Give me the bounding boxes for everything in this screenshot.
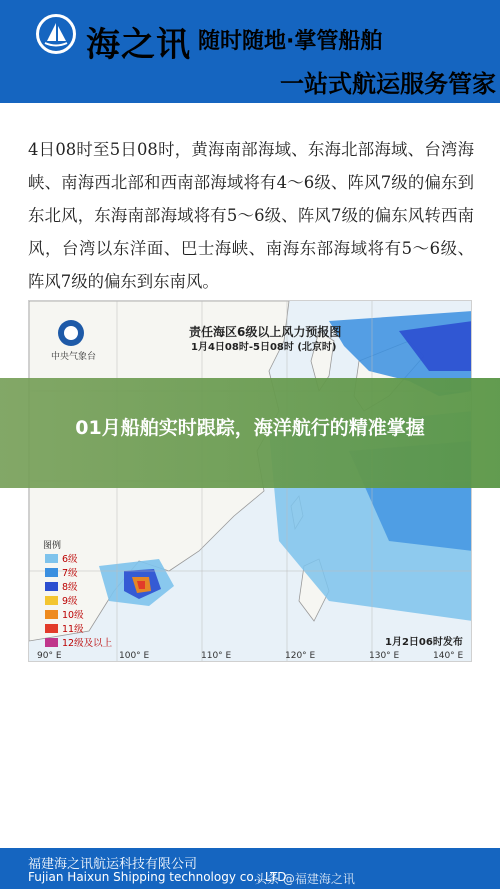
legend-swatch [45,554,58,563]
longitude-label: 90° E [37,651,62,661]
brand-name: 海之讯 [86,25,191,65]
header-slogan: 随时随地·掌管船舶 [198,29,383,54]
agency-name: 中央气象台 [51,352,97,362]
company-name-cn: 福建海之讯航运科技有限公司 [28,857,198,872]
sailboat-logo-icon [36,14,76,54]
watermark-text: 头条 @福建海之讯 [255,872,355,886]
legend-item [45,607,84,621]
legend-label: 7级 [62,568,78,579]
longitude-label: 100° E [119,651,150,661]
map-subtitle: 1月4日08时-5日08时 (北京时) [191,342,337,353]
legend-swatch [45,568,58,577]
longitude-label: 120° E [285,651,316,661]
article-title[interactable]: 01月船舶实时跟踪，海洋航行的精准掌握 [75,417,425,439]
legend-item [45,565,78,579]
longitude-label: 130° E [369,651,400,661]
legend-item [45,551,78,565]
legend-label: 8级 [62,582,78,593]
legend-label: 6级 [62,554,78,565]
legend-label: 12级及以上 [62,638,113,649]
legend-swatch [45,624,58,633]
legend-title: 图例 [43,541,62,551]
legend-item [45,635,112,649]
legend-label: 11级 [62,624,84,635]
company-name-en: Fujian Haixun Shipping technology co., LTD [28,870,287,884]
forecast-paragraph: 4日08时至5日08时，黄海南部海域、东海北部海域、台湾海峡、南海西北部和西南部海域将有4～6级、阵风7级的偏东到东北风，东海南部海域将有5～6级、阵风7级的偏东风转西南风，台湾以东洋面、巴士海峡、南海东部海域将有5～6级、阵风7级的偏东到东南风。 [28,140,474,291]
legend-swatch [45,610,58,619]
legend-item [45,593,78,607]
longitude-label: 140° E [433,651,464,661]
legend-label: 10级 [62,610,84,621]
legend-label: 9级 [62,596,78,607]
legend-swatch [45,582,58,591]
longitude-label: 110° E [201,651,232,661]
legend-item [45,621,84,635]
legend-swatch [45,638,58,647]
publish-time: 1月2日06时发布 [385,637,463,648]
map-title: 责任海区6级以上风力预报图 [189,325,342,339]
legend-item [45,579,78,593]
header-banner: 一站式航运服务管家 [280,70,496,98]
legend-swatch [45,596,58,605]
